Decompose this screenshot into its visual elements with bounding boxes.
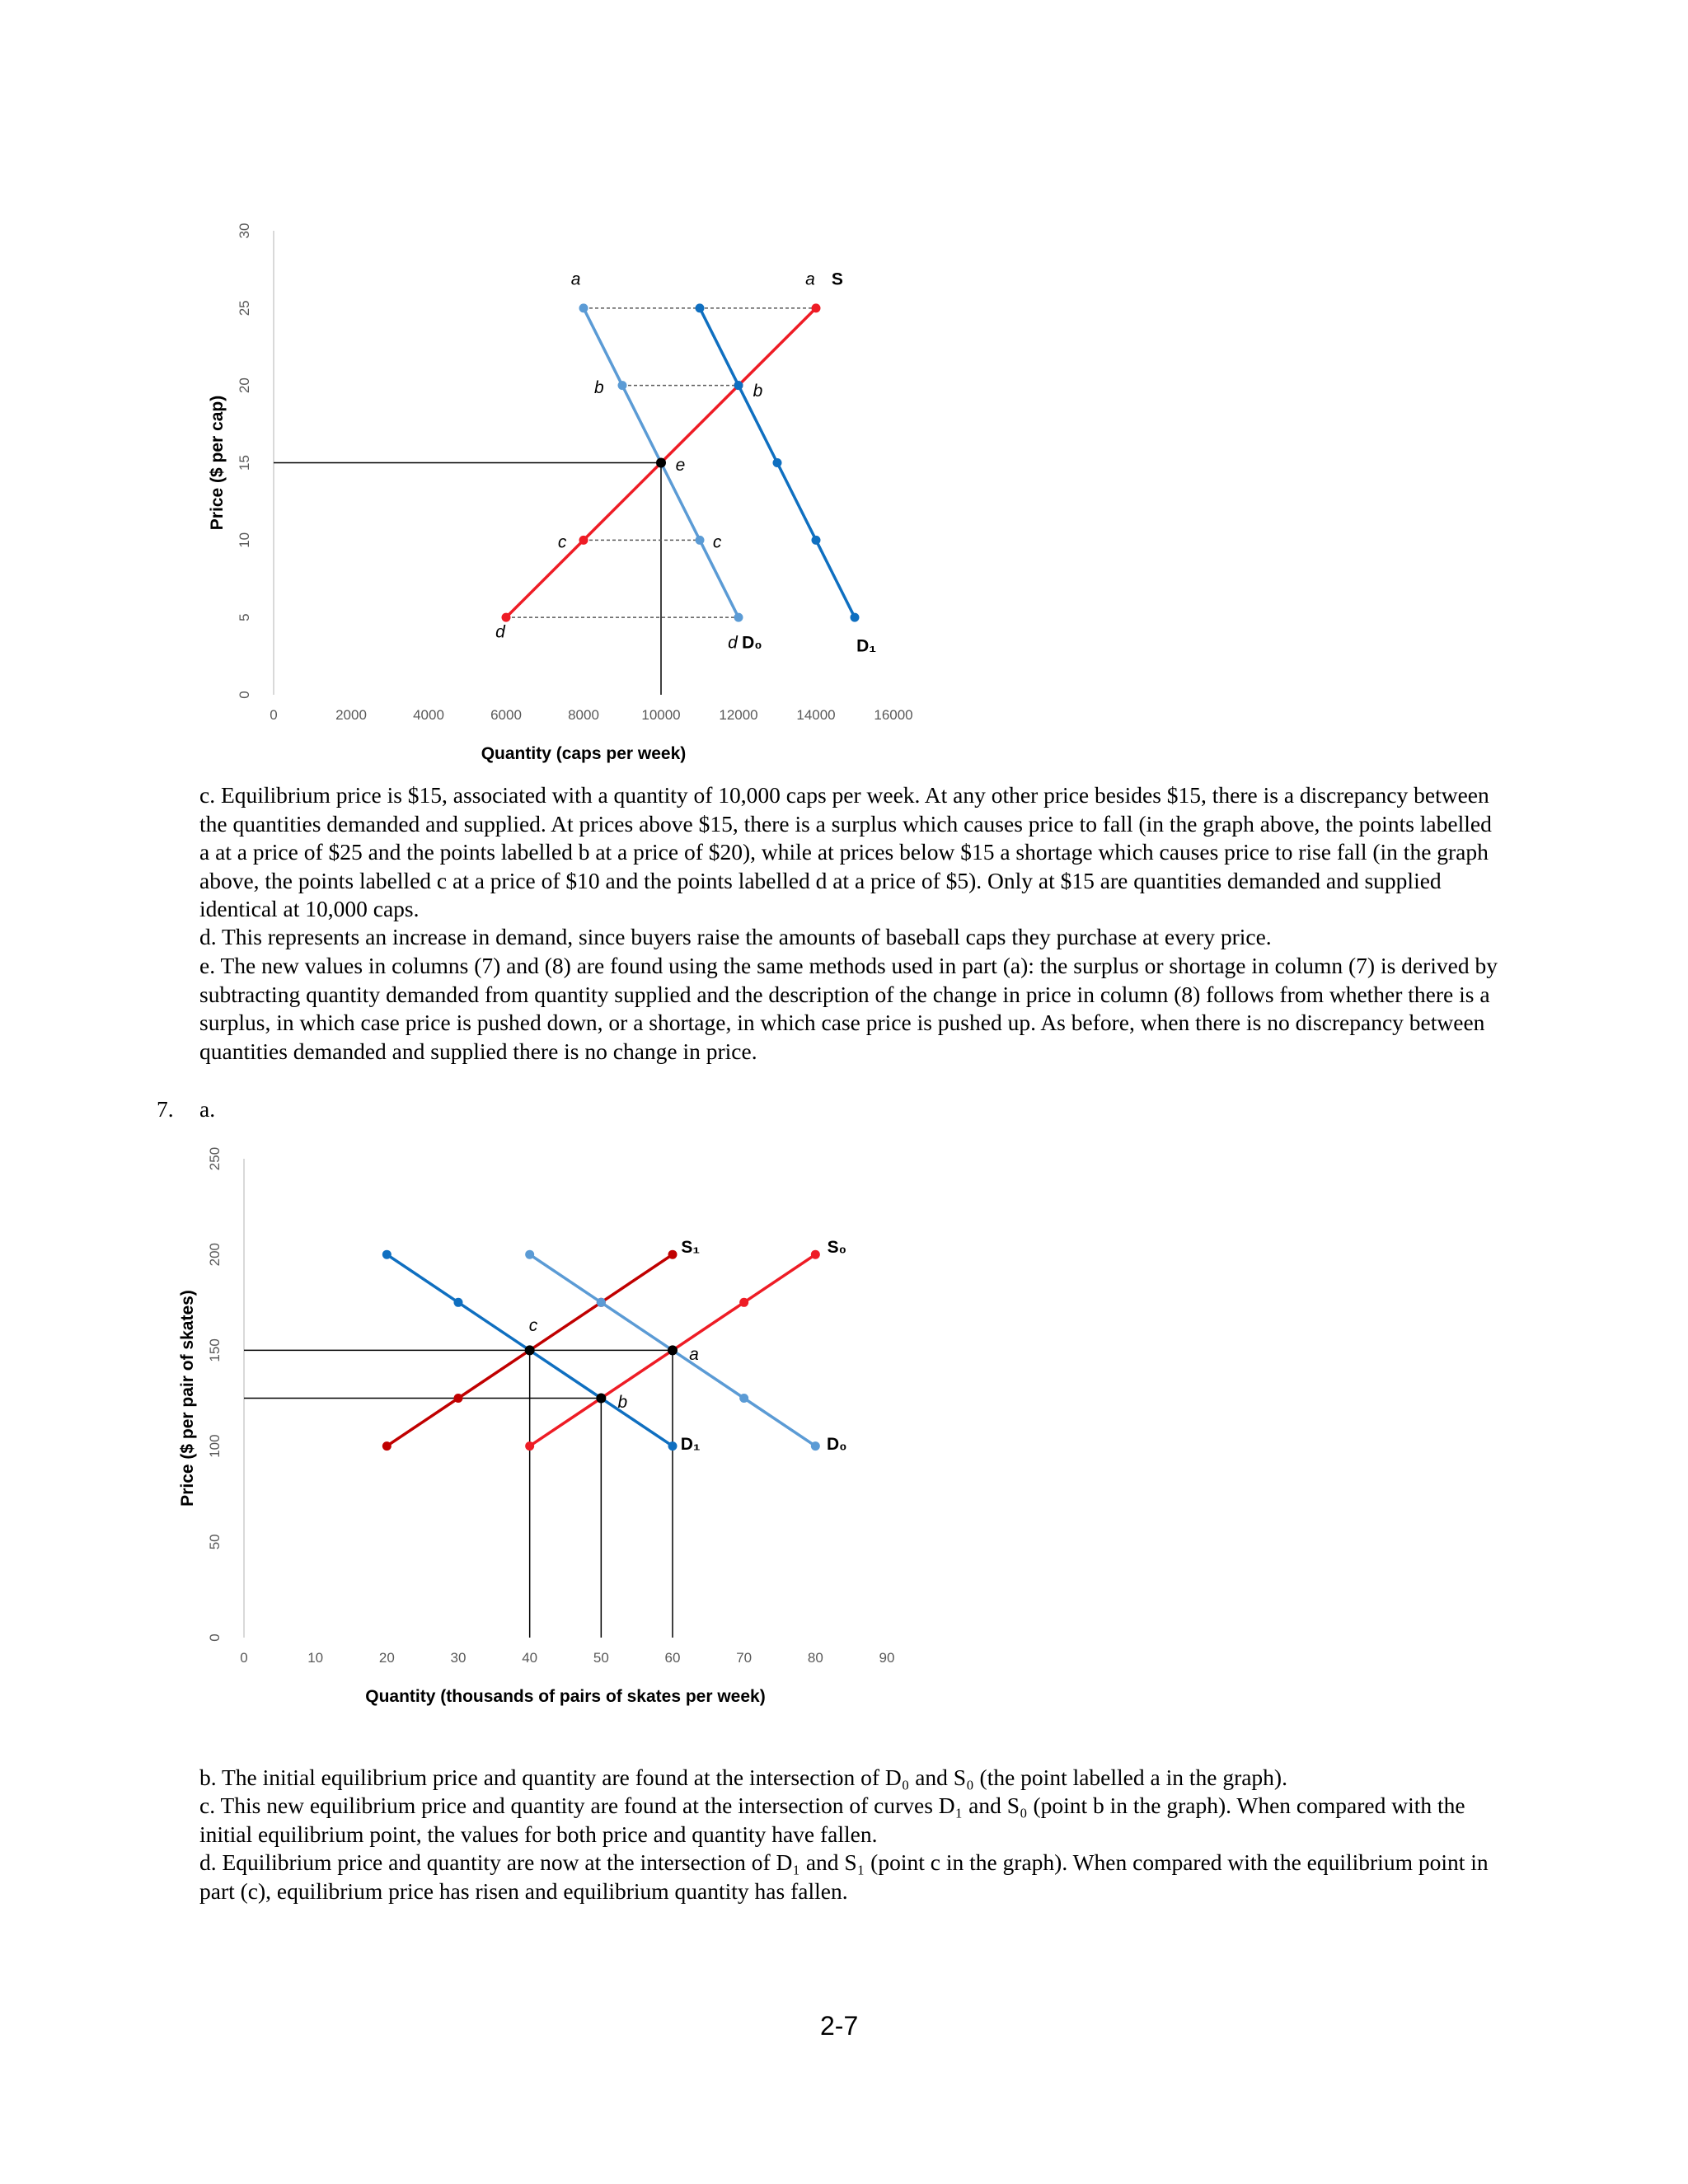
- x-tick-label: 90: [879, 1650, 895, 1666]
- data-point-d1: [454, 1298, 463, 1307]
- data-point-s1: [668, 1250, 678, 1259]
- point-label: b: [753, 381, 763, 401]
- x-tick-label: 8000: [568, 707, 599, 723]
- paragraph-6e: e. The new values in columns (7) and (8) are found using the same methods used in part (a): the surplus or shortage in column (7) is derived by subtracting quantity demanded from quantity supplied and the description of the change in price in column (8) follows from whether there is a surplus, in which case price is pushed down, or a shortage, in which case price is pushed up. As before, when there is no discrepancy between quantities demanded and supplied there is no change in price.: [199, 953, 1498, 1064]
- point-label: a: [805, 269, 815, 289]
- data-point-d1: [382, 1250, 392, 1259]
- x-tick-label: 10: [307, 1650, 324, 1666]
- x-tick-label: 60: [664, 1650, 681, 1666]
- y-tick-label: 0: [207, 1633, 223, 1642]
- point-label: D₀: [827, 1435, 847, 1455]
- data-point-d0: [525, 1250, 534, 1259]
- equilibrium-point: [596, 1394, 606, 1404]
- x-tick-label: 6000: [490, 707, 522, 723]
- point-label: c: [528, 1316, 538, 1336]
- x-axis-title: Quantity (caps per week): [481, 744, 687, 763]
- point-label: b: [593, 378, 604, 398]
- data-point-s: [812, 303, 821, 312]
- paragraph-6c: c. Equilibrium price is $15, associated with a quantity of 10,000 caps per week. At any other price besides $15, there is a discrepancy between the quantities demanded and supplied. At prices above $15, there is a surplus which causes price to fall (in the graph above, the points labelled a at a price of $25 and the points labelled b at a price of $20), while at prices below $15 a shortage which causes price to rise fall (in the graph above, the points labelled c at a price of $10 and the points labelled d at a price of $5). Only at $15 are quantities demanded and supplied identical at 10,000 caps.: [199, 782, 1492, 921]
- data-point-s1: [454, 1394, 463, 1403]
- point-label: b: [617, 1393, 628, 1413]
- skates-chart-svg: [0, 1137, 1688, 1731]
- y-tick-label: 15: [237, 455, 252, 471]
- y-tick-label: 250: [207, 1146, 223, 1171]
- x-tick-label: 40: [522, 1650, 538, 1666]
- y-tick-label: 5: [237, 613, 252, 621]
- caps-market-chart: [0, 0, 1688, 808]
- x-tick-label: 12000: [719, 707, 758, 723]
- point-label: e: [675, 455, 686, 475]
- paragraph-7d: d. Equilibrium price and quantity are now at the intersection of D₁ and S₁ (point c in the graph). When compared with the equilibrium point in part (c), equilibrium price has risen and equilibrium quantity has fallen.: [199, 1849, 1489, 1904]
- y-tick-label: 150: [207, 1338, 223, 1362]
- point-label: c: [712, 532, 722, 552]
- x-tick-label: 16000: [874, 707, 913, 723]
- data-point-d1: [851, 613, 860, 622]
- y-tick-label: 20: [237, 377, 252, 394]
- data-point-s1: [382, 1441, 392, 1451]
- point-label: d: [728, 633, 738, 653]
- x-tick-label: 4000: [413, 707, 444, 723]
- data-point-s0: [739, 1298, 748, 1307]
- equilibrium-point: [656, 458, 666, 468]
- x-tick-label: 14000: [796, 707, 836, 723]
- data-point-s0: [811, 1250, 820, 1259]
- point-label: S₀: [827, 1237, 847, 1257]
- data-point-d0: [734, 613, 743, 622]
- point-label: D₀: [742, 633, 762, 653]
- x-tick-label: 0: [270, 707, 278, 723]
- y-tick-label: 10: [237, 532, 252, 548]
- caps-chart-svg: [0, 0, 1688, 808]
- question-number: 7.: [157, 1096, 174, 1122]
- x-axis-title: Quantity (thousands of pairs of skates per week): [365, 1687, 766, 1706]
- x-tick-label: 30: [450, 1650, 467, 1666]
- point-label: D₁: [856, 636, 877, 656]
- page-number: 2-7: [820, 2011, 859, 2041]
- point-label: a: [570, 269, 581, 289]
- point-label: S: [831, 269, 843, 289]
- data-point-s0: [525, 1441, 534, 1451]
- paragraph-6d: d. This represents an increase in demand, since buyers raise the amounts of baseball caps they purchase at every price.: [199, 924, 1272, 949]
- data-point-d1: [812, 536, 821, 545]
- data-point-d0: [618, 381, 627, 390]
- data-point-d0: [739, 1394, 748, 1403]
- y-tick-label: 200: [207, 1243, 223, 1267]
- data-point-d0: [811, 1441, 820, 1451]
- y-tick-label: 25: [237, 300, 252, 316]
- y-tick-label: 50: [207, 1534, 223, 1550]
- x-tick-label: 2000: [335, 707, 367, 723]
- data-point-d1: [734, 381, 743, 390]
- data-point-d0: [597, 1298, 606, 1307]
- x-tick-label: 10000: [641, 707, 681, 723]
- skates-market-chart: [0, 1137, 1688, 1731]
- data-point-d1: [668, 1441, 678, 1451]
- data-point-d1: [773, 458, 782, 467]
- y-tick-label: 100: [207, 1434, 223, 1458]
- question-part: a.: [199, 1096, 216, 1122]
- point-label: d: [495, 622, 505, 642]
- y-axis-title: Price ($ per pair of skates): [178, 1290, 197, 1507]
- y-tick-label: 0: [237, 691, 252, 699]
- point-label: D₁: [680, 1435, 701, 1455]
- equilibrium-point: [668, 1345, 678, 1355]
- point-label: a: [689, 1345, 699, 1365]
- point-label: S₁: [681, 1237, 701, 1257]
- data-point-d1: [696, 303, 705, 312]
- x-tick-label: 70: [736, 1650, 753, 1666]
- data-point-s: [502, 613, 511, 622]
- point-label: c: [557, 532, 567, 552]
- y-tick-label: 30: [237, 223, 252, 239]
- y-axis-title: Price ($ per cap): [208, 395, 227, 531]
- data-point-d0: [579, 303, 588, 312]
- equilibrium-point: [525, 1345, 535, 1355]
- paragraph-7c: c. This new equilibrium price and quantity are found at the intersection of curves D₁ and S₀ (point b in the graph). When compared with the initial equilibrium point, the values for both price and quantity have fallen.: [199, 1793, 1465, 1847]
- x-tick-label: 0: [240, 1650, 248, 1666]
- data-point-s: [579, 536, 588, 545]
- x-tick-label: 50: [593, 1650, 609, 1666]
- data-point-d0: [696, 536, 705, 545]
- paragraph-7b: b. The initial equilibrium price and quantity are found at the intersection of D₀ and S₀ (the point labelled a in the graph).: [199, 1765, 1287, 1790]
- x-tick-label: 20: [378, 1650, 395, 1666]
- x-tick-label: 80: [807, 1650, 823, 1666]
